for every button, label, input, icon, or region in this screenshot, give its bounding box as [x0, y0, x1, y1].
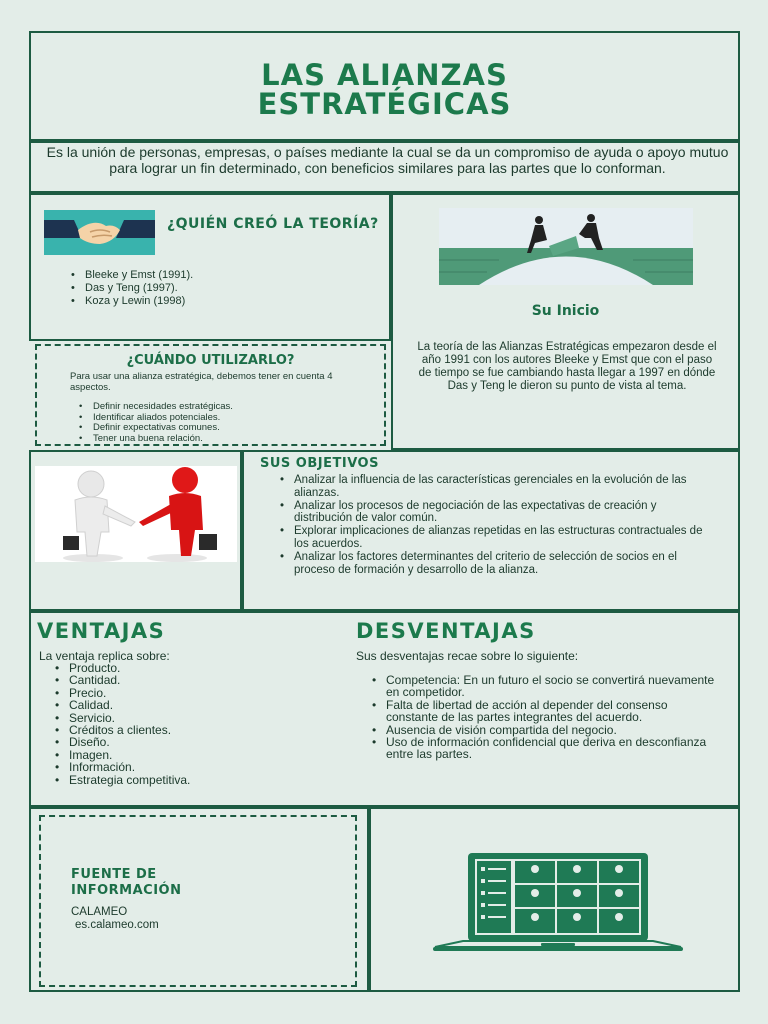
- handshake-icon: [44, 210, 155, 255]
- cuando-intro: Para usar una alianza estratégica, debemos tener en cuenta 4 aspectos.: [70, 371, 333, 393]
- objetivos-list: [294, 474, 704, 576]
- list-item: • Diseño.: [69, 736, 190, 748]
- inicio-heading: Su Inicio: [531, 303, 600, 319]
- list-item: • Créditos a clientes.: [69, 724, 190, 736]
- figures-box: [29, 450, 242, 611]
- laptop-box: [369, 807, 740, 992]
- list-item: • Definir expectativas comunes.: [93, 423, 233, 434]
- fuente-box: [29, 807, 369, 992]
- desventajas-heading: DESVENTAJAS: [356, 619, 536, 643]
- list-item: • Das y Teng (1997).: [85, 282, 193, 295]
- fuente-url[interactable]: es.calameo.com: [75, 919, 159, 931]
- list-item: • Imagen.: [69, 749, 190, 761]
- list-item: • Analizar los factores determinantes del criterio de selección de socios en el proceso de formación y desarrollo de la alianza.: [294, 551, 704, 577]
- objetivos-heading: SUS OBJETIVOS: [260, 456, 379, 471]
- ventajas-box: [29, 611, 740, 807]
- list-item: • Precio.: [69, 687, 190, 699]
- list-item: • Koza y Lewin (1998): [85, 295, 193, 308]
- list-item: • Información.: [69, 761, 190, 773]
- fuente-heading-line-1: FUENTE DE: [71, 867, 157, 882]
- list-item: • Uso de información confidencial que deriva en desconfianza entre las partes.: [386, 736, 716, 761]
- inicio-box: [391, 193, 740, 450]
- quien-list: [85, 269, 193, 308]
- ventajas-intro: La ventaja replica sobre:: [39, 649, 170, 663]
- cuando-list: [93, 402, 233, 444]
- intro-box: [29, 141, 740, 193]
- cuando-heading: ¿CUÁNDO UTILIZARLO?: [126, 353, 295, 368]
- fuente-heading-line-2: INFORMACIÓN: [71, 883, 182, 898]
- list-item: • Analizar los procesos de negociación de las expectativas de creación y distribución de valor común.: [294, 500, 704, 526]
- quien-box: [29, 193, 391, 341]
- desventajas-list: [386, 674, 716, 761]
- list-item: • Servicio.: [69, 712, 190, 724]
- laptop-video-call-icon: [433, 851, 683, 951]
- ventajas-list: [69, 662, 190, 786]
- title-line-1: LAS ALIANZAS: [261, 58, 508, 92]
- list-item: • Analizar la influencia de las características gerenciales en la evolución de las alianzas.: [294, 474, 704, 500]
- fuente-source: CALAMEO: [71, 906, 128, 918]
- list-item: • Cantidad.: [69, 674, 190, 686]
- cuando-box: [35, 344, 386, 446]
- inicio-text: La teoría de las Alianzas Estratégicas empezaron desde el año 1991 con los autores Bleeke y Emst que con el paso de tiempo se fue cambiando hasta llegar a 1997 en dónde Das y Teng le dieron su punto de vista al tema.: [417, 341, 717, 392]
- objetivos-box: [242, 450, 740, 611]
- list-item: • Falta de libertad de acción al depender del consenso constante de las partes integrantes del acuerdo.: [386, 699, 716, 724]
- list-item: • Explorar implicaciones de alianzas repetidas en las estructuras contractuales de los acuerdos.: [294, 525, 704, 551]
- desventajas-intro: Sus desventajas recae sobre lo siguiente:: [356, 649, 579, 663]
- list-item: • Bleeke y Emst (1991).: [85, 269, 193, 282]
- title-line-2: ESTRATÉGICAS: [257, 87, 512, 121]
- quien-heading: ¿QUIÉN CREÓ LA TEORÍA?: [167, 216, 379, 232]
- list-item: • Identificar aliados potenciales.: [93, 413, 233, 424]
- page-title: [31, 58, 738, 121]
- fuente-heading: [71, 867, 181, 899]
- bridge-people-icon: [439, 208, 693, 285]
- list-item: • Estrategia competitiva.: [69, 774, 190, 786]
- list-item: • Ausencia de visión compartida del negocio.: [386, 724, 716, 736]
- fuente-dashed-frame: [39, 815, 357, 987]
- ventajas-heading: VENTAJAS: [37, 619, 166, 643]
- list-item: • Producto.: [69, 662, 190, 674]
- list-item: • Competencia: En un futuro el socio se convertirá nuevamente en competidor.: [386, 674, 716, 699]
- title-box: [29, 31, 740, 141]
- list-item: • Calidad.: [69, 699, 190, 711]
- list-item: • Tener una buena relación.: [93, 434, 233, 445]
- intro-text: Es la unión de personas, empresas, o países mediante la cual se da un compromiso de ayuda o apoyo mutuo para lograr un fin determinado, con beneficios similares para las partes que lo conforman.: [46, 144, 729, 176]
- list-item: • Definir necesidades estratégicas.: [93, 402, 233, 413]
- figures-handshake-icon: [35, 466, 237, 562]
